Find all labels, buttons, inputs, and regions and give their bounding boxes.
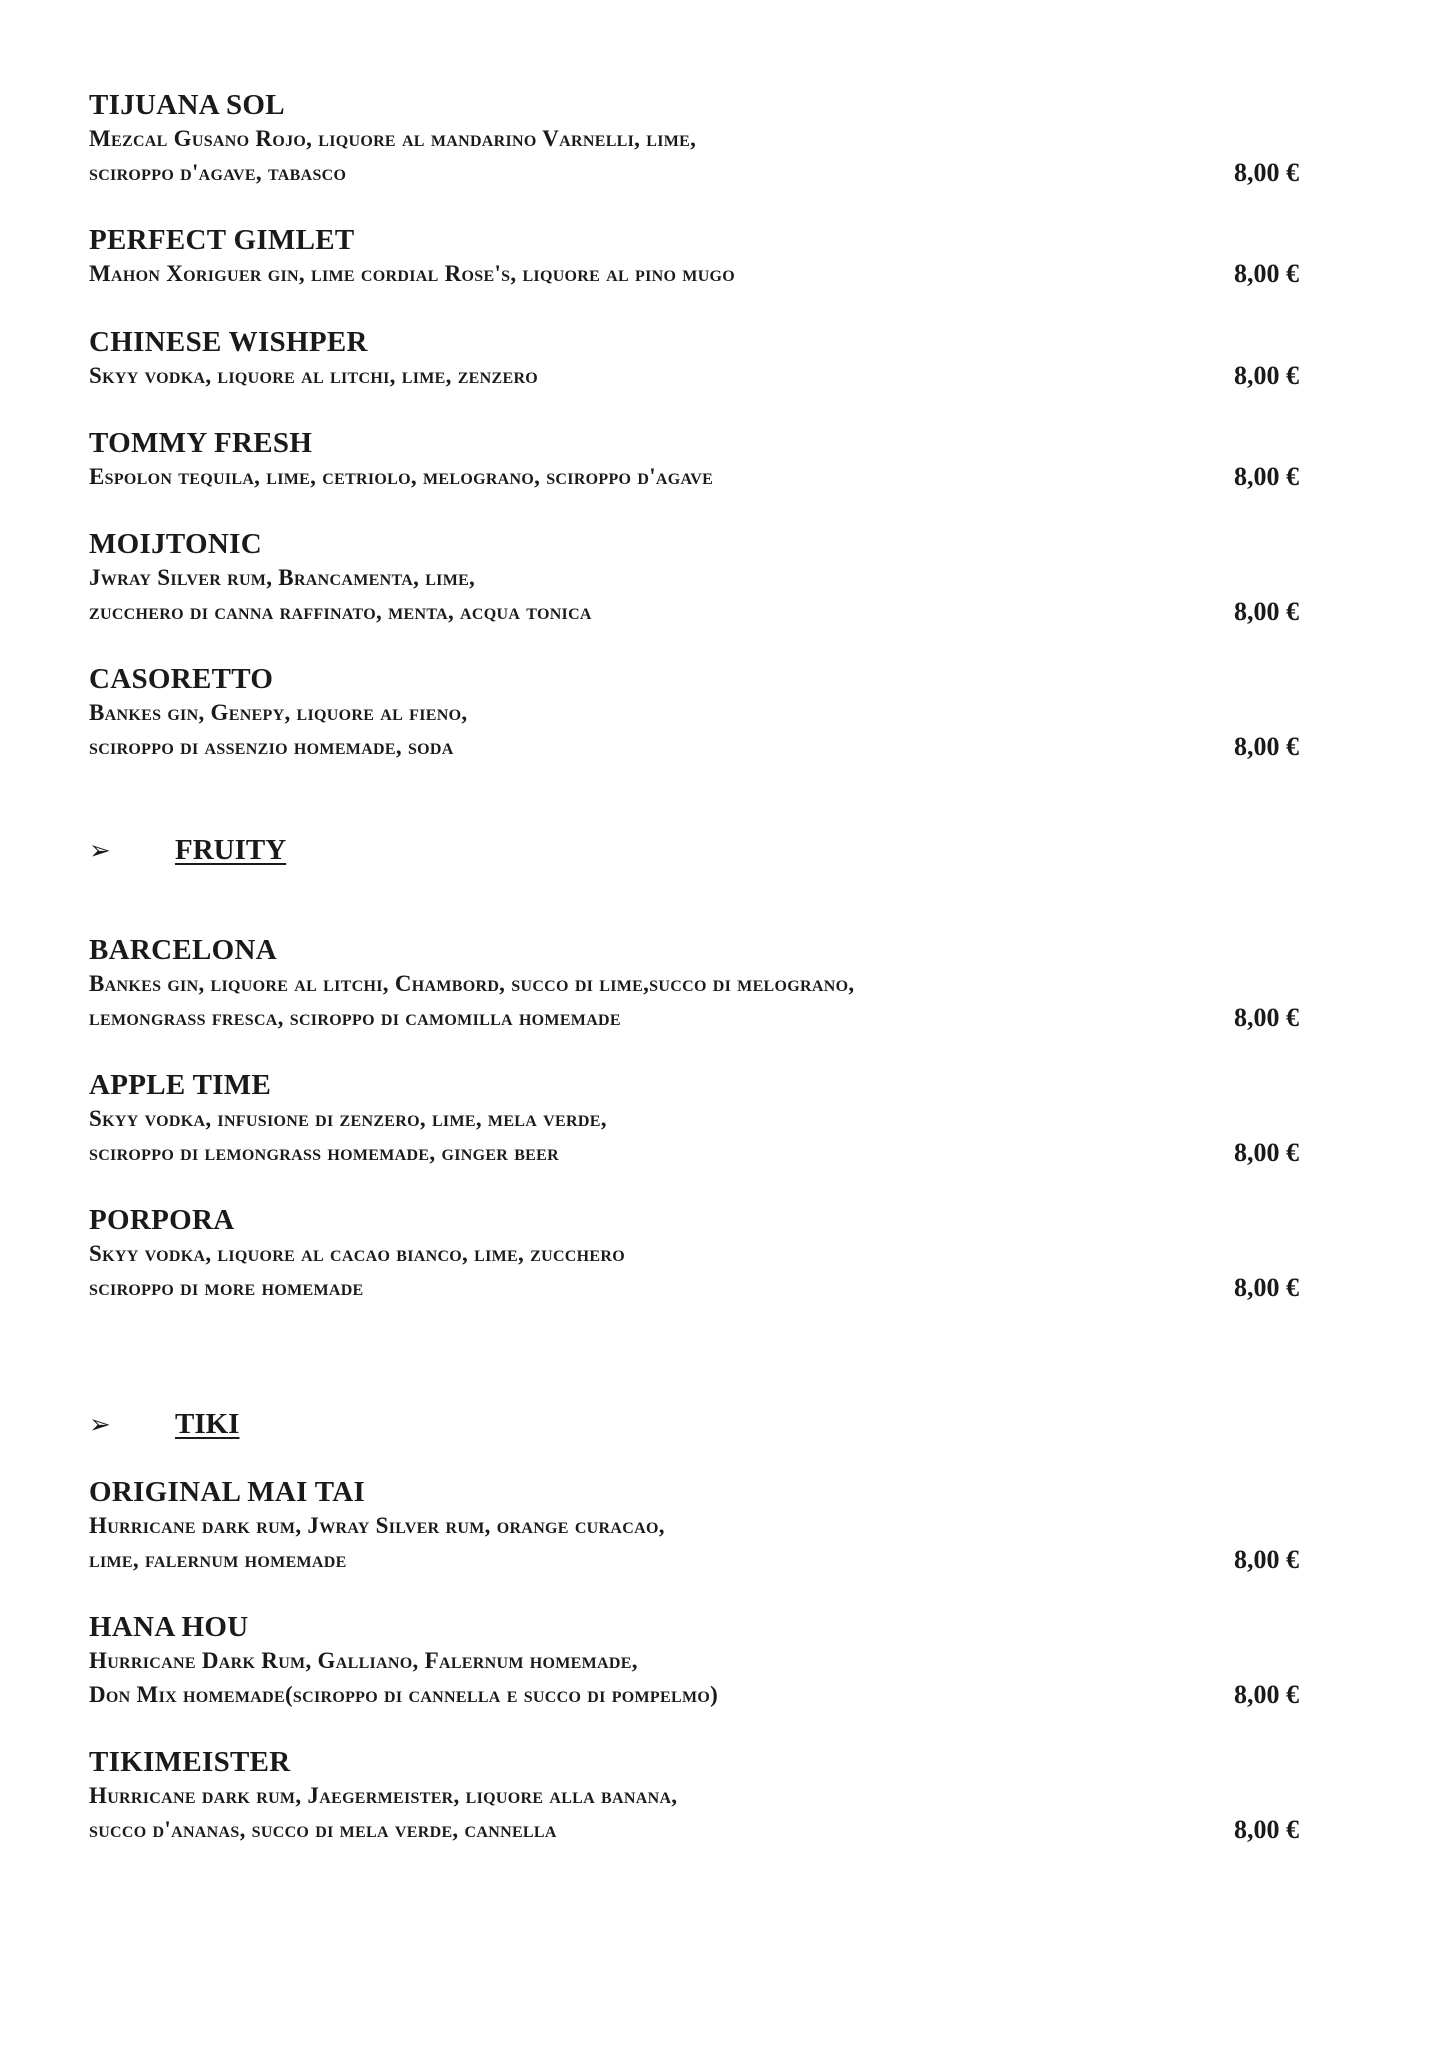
item-name: TOMMY FRESH	[89, 427, 313, 459]
item-ingredients: Skyy vodka, liquore al cacao bianco, lime, zucchero	[89, 1241, 625, 1266]
item-name: TIJUANA SOL	[89, 89, 285, 121]
menu-item	[89, 325, 1299, 393]
menu-item	[89, 223, 1299, 291]
item-ingredients: lemongrass fresca, sciroppo di camomilla homemade	[89, 1005, 621, 1030]
item-ingredients: succo d'ananas, succo di mela verde, cannella	[89, 1817, 557, 1842]
item-ingredients: Don Mix homemade(sciroppo di cannella e succo di pompelmo)	[89, 1682, 719, 1707]
section-title: TIKI	[175, 1408, 240, 1440]
item-name: HANA HOU	[89, 1611, 249, 1643]
item-price: 8,00 €	[1234, 1273, 1299, 1302]
menu-item	[89, 1203, 1299, 1305]
section-heading-tiki	[89, 1406, 489, 1446]
item-ingredients: Hurricane dark rum, Jwray Silver rum, orange curacao,	[89, 1513, 665, 1538]
item-name: PERFECT GIMLET	[89, 224, 355, 256]
section-title: FRUITY	[175, 834, 287, 866]
item-price: 8,00 €	[1234, 1815, 1299, 1844]
item-price: 8,00 €	[1234, 1680, 1299, 1709]
item-ingredients: Skyy vodka, infusione di zenzero, lime, mela verde,	[89, 1106, 607, 1131]
menu-item	[89, 1068, 1299, 1170]
item-ingredients: Espolon tequila, lime, cetriolo, melograno, sciroppo d'agave	[89, 464, 714, 489]
arrow-bullet-icon: ➢	[89, 836, 111, 866]
item-name: CHINESE WISHPER	[89, 326, 368, 358]
menu-item	[89, 1745, 1299, 1847]
item-name: CASORETTO	[89, 663, 274, 695]
menu-item	[89, 527, 1299, 629]
menu-item	[89, 662, 1299, 764]
item-price: 8,00 €	[1234, 1138, 1299, 1167]
item-name: TIKIMEISTER	[89, 1746, 291, 1778]
item-price: 8,00 €	[1234, 158, 1299, 187]
item-price: 8,00 €	[1234, 361, 1299, 390]
item-ingredients: Bankes gin, liquore al litchi, Chambord, succo di lime,succo di melograno,	[89, 971, 855, 996]
item-name: MOIJTONIC	[89, 528, 262, 560]
item-name: BARCELONA	[89, 934, 277, 966]
item-ingredients: zucchero di canna raffinato, menta, acqua tonica	[89, 599, 592, 624]
item-price: 8,00 €	[1234, 1003, 1299, 1032]
item-ingredients: sciroppo di lemongrass homemade, ginger beer	[89, 1140, 559, 1165]
menu-item	[89, 1610, 1299, 1712]
item-ingredients: Mahon Xoriguer gin, lime cordial Rose's, liquore al pino mugo	[89, 261, 736, 286]
menu-item	[89, 426, 1299, 494]
item-ingredients: Skyy vodka, liquore al litchi, lime, zenzero	[89, 363, 539, 388]
item-name: APPLE TIME	[89, 1069, 272, 1101]
item-ingredients: Hurricane Dark Rum, Galliano, Falernum homemade,	[89, 1648, 638, 1673]
item-price: 8,00 €	[1234, 732, 1299, 761]
arrow-bullet-icon: ➢	[89, 1410, 111, 1440]
item-ingredients: Hurricane dark rum, Jaegermeister, liquore alla banana,	[89, 1783, 678, 1808]
item-name: PORPORA	[89, 1204, 235, 1236]
menu-item	[89, 933, 1299, 1035]
item-ingredients: Jwray Silver rum, Brancamenta, lime,	[89, 565, 476, 590]
item-ingredients: Mezcal Gusano Rojo, liquore al mandarino Varnelli, lime,	[89, 126, 697, 151]
item-price: 8,00 €	[1234, 1545, 1299, 1574]
section-heading-fruity	[89, 832, 489, 872]
item-price: 8,00 €	[1234, 259, 1299, 288]
menu-item	[89, 1475, 1299, 1577]
item-ingredients: sciroppo d'agave, tabasco	[89, 160, 347, 185]
item-ingredients: sciroppo di more homemade	[89, 1275, 364, 1300]
item-ingredients: lime, falernum homemade	[89, 1547, 347, 1572]
item-name: ORIGINAL MAI TAI	[89, 1476, 366, 1508]
menu-item	[89, 88, 1299, 190]
item-ingredients: Bankes gin, Genepy, liquore al fieno,	[89, 700, 468, 725]
item-price: 8,00 €	[1234, 462, 1299, 491]
item-price: 8,00 €	[1234, 597, 1299, 626]
item-ingredients: sciroppo di assenzio homemade, soda	[89, 734, 454, 759]
